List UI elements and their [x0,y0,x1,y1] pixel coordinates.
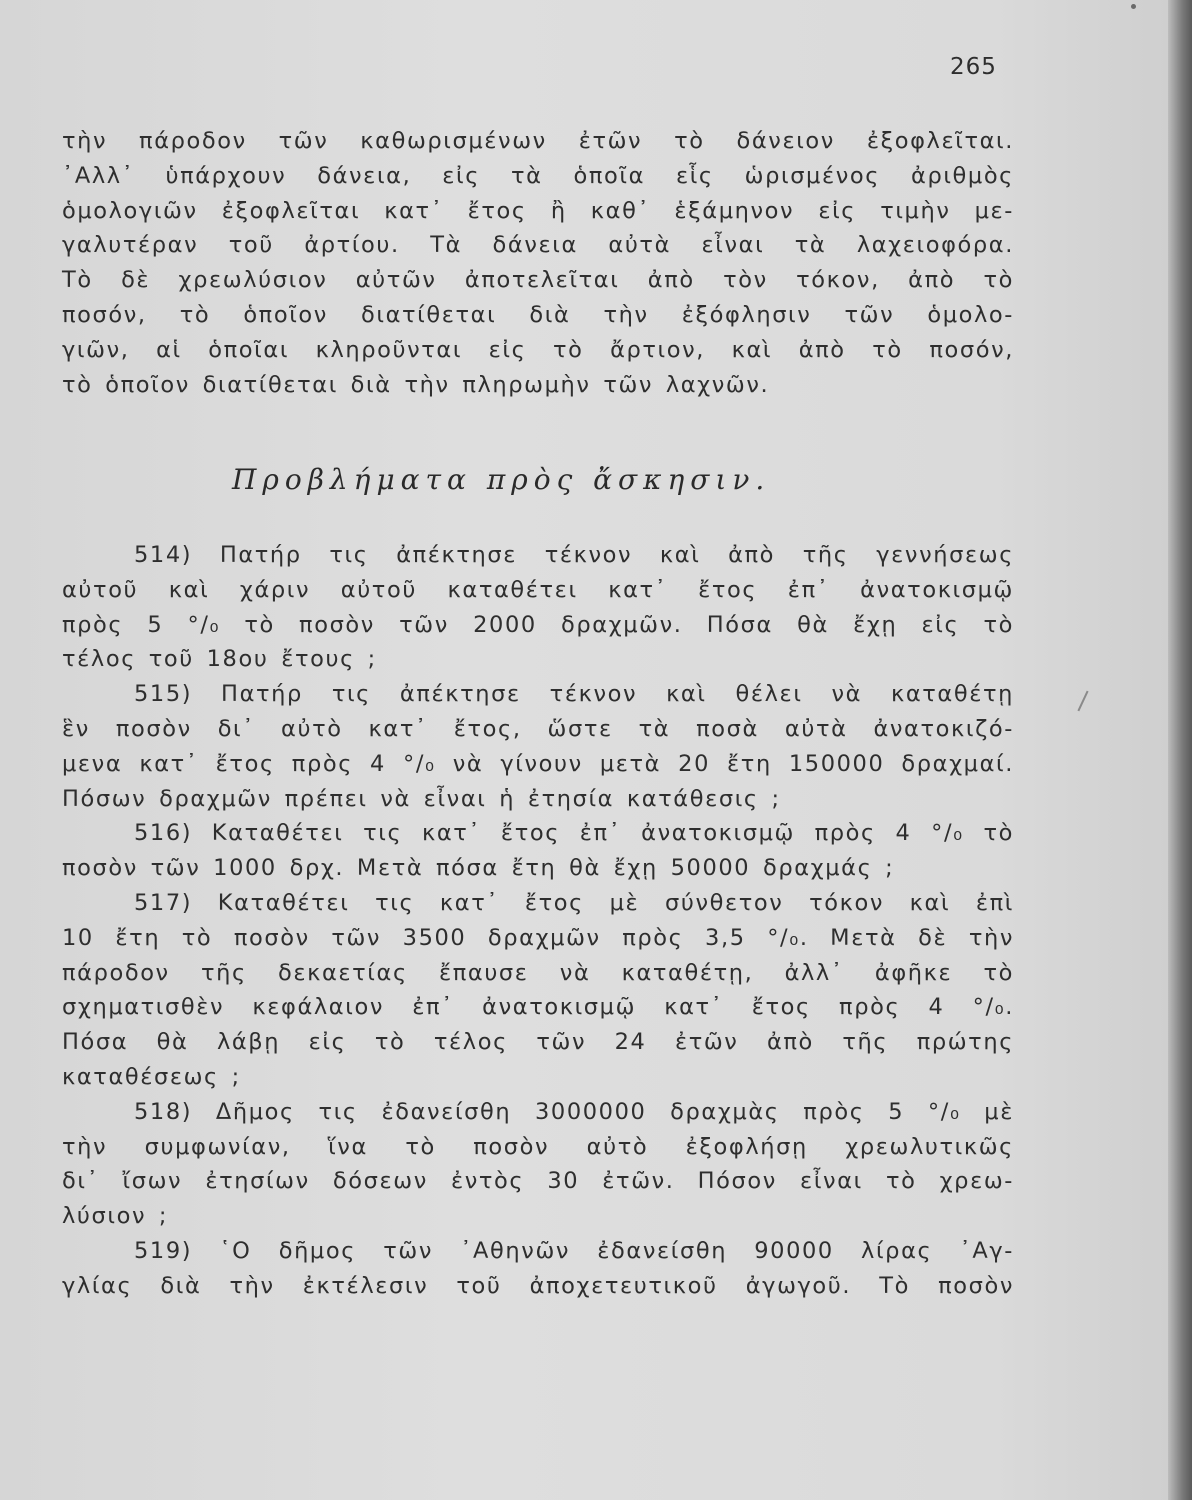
problem-line: γλίας διὰ τὴν ἐκτέλεσιν τοῦ ἀποχετευτικοῦ ἀγωγοῦ. Τὸ ποσὸν [62,1272,1014,1299]
problem-line: ἓν ποσὸν δι᾿ αὐτὸ κατ᾿ ἔτος, ὥστε τὰ ποσὰ αὐτὰ ἀνατοκιζό- [62,715,1014,742]
problem-514 [62,538,1014,677]
problem-line: 515) Πατήρ τις ἀπέκτησε τέκνον καὶ θέλει νὰ καταθέτῃ [134,681,1014,708]
intro-line: τὸ ὁποῖον διατίθεται διὰ τὴν πληρωμὴν τῶν λαχνῶν. [62,371,770,398]
problem-515 [62,677,1014,816]
intro-line: ὁμολογιῶν ἐξοφλεῖται κατ᾿ ἔτος ἢ καθ᾿ ἑξάμηνον εἰς τιμὴν με- [62,197,1014,224]
problem-line: ποσὸν τῶν 1000 δρχ. Μετὰ πόσα ἔτη θὰ ἔχῃ 50000 δραχμάς ; [62,855,895,882]
problem-line: λύσιον ; [62,1203,169,1230]
problems-list [62,538,1014,1304]
intro-paragraph [62,124,1014,402]
problem-517 [62,886,1014,1095]
problem-line: 519) ῾Ο δῆμος τῶν ᾿Αθηνῶν ἐδανείσθη 90000 λίρας ᾿Αγ- [134,1237,1014,1264]
stray-pencil-mark [1077,691,1088,712]
problem-line: 517) Καταθέτει τις κατ᾿ ἔτος μὲ σύνθετον τόκον καὶ ἐπὶ [134,889,1014,916]
problem-line: πρὸς 5 °/₀ τὸ ποσὸν τῶν 2000 δραχμῶν. Πόσα θὰ ἔχῃ εἰς τὸ [62,611,1014,638]
problem-line: καταθέσεως ; [62,1063,241,1090]
problem-line: Πόσων δραχμῶν πρέπει νὰ εἶναι ἡ ἐτησία κατάθεσις ; [62,785,781,812]
problem-line: 514) Πατήρ τις ἀπέκτησε τέκνον καὶ ἀπὸ τῆς γεννήσεως [134,542,1014,568]
problem-line: σχηματισθὲν κεφάλαιον ἐπ᾿ ἀνατοκισμῷ κατ᾿ ἔτος πρὸς 4 °/₀. [62,994,1014,1021]
intro-line: ποσόν, τὸ ὁποῖον διατίθεται διὰ τὴν ἐξόφλησιν τῶν ὁμολο- [62,301,1014,328]
problem-line: πάροδον τῆς δεκαετίας ἔπαυσε νὰ καταθέτῃ, ἀλλ᾿ ἀφῆκε τὸ [62,959,1014,986]
intro-line: Τὸ δὲ χρεωλύσιον αὐτῶν ἀποτελεῖται ἀπὸ τὸν τόκον, ἀπὸ τὸ [62,267,1014,294]
problem-519 [62,1234,1014,1304]
ink-dot [1131,4,1136,9]
problem-line: 518) Δῆμος τις ἐδανείσθη 3000000 δραχμὰς πρὸς 5 °/₀ μὲ [134,1098,1014,1125]
problem-516 [62,816,1014,886]
page-edge-shadow [1168,0,1192,1500]
problem-line: 516) Καταθέτει τις κατ᾿ ἔτος ἐπ᾿ ἀνατοκισμῷ πρὸς 4 °/₀ τὸ [134,820,1014,847]
intro-line: ᾿Αλλ᾿ ὑπάρχουν δάνεια, εἰς τὰ ὁποῖα εἷς ὡρισμένος ἀριθμὸς [62,162,1014,189]
intro-line: γαλυτέραν τοῦ ἀρτίου. Τὰ δάνεια αὐτὰ εἶναι τὰ λαχειοφόρα. [62,232,1014,259]
problem-line: τὴν συμφωνίαν, ἵνα τὸ ποσὸν αὐτὸ ἐξοφλήσῃ χρεωλυτικῶς [62,1133,1014,1160]
problem-line: Πόσα θὰ λάβῃ εἰς τὸ τέλος τῶν 24 ἐτῶν ἀπὸ τῆς πρώτης [62,1029,1014,1056]
problem-line: δι᾿ ἴσων ἐτησίων δόσεων ἐντὸς 30 ἐτῶν. Πόσον εἶναι τὸ χρεω- [62,1168,1014,1195]
intro-line: γιῶν, αἱ ὁποῖαι κληροῦνται εἰς τὸ ἄρτιον, καὶ ἀπὸ τὸ ποσόν, [62,336,1014,363]
problem-line: μενα κατ᾿ ἔτος πρὸς 4 °/₀ νὰ γίνουν μετὰ 20 ἔτη 150000 δραχμαί. [62,750,1014,777]
problem-line: τέλος τοῦ 18ου ἔτους ; [62,646,377,673]
problem-line: αὐτοῦ καὶ χάριν αὐτοῦ καταθέτει κατ᾿ ἔτος ἐπ᾿ ἀνατοκισμῷ [62,576,1014,603]
intro-line: τὴν πάροδον τῶν καθωρισμένων ἐτῶν τὸ δάνειον ἐξοφλεῖται. [62,128,1014,154]
problem-line: 10 ἔτη τὸ ποσὸν τῶν 3500 δραχμῶν πρὸς 3,5 °/₀. Μετὰ δὲ τὴν [62,924,1014,951]
page-number: 265 [950,54,997,80]
section-heading: Προβλήματα πρὸς ἄσκησιν. [232,463,771,496]
problem-518 [62,1095,1014,1234]
